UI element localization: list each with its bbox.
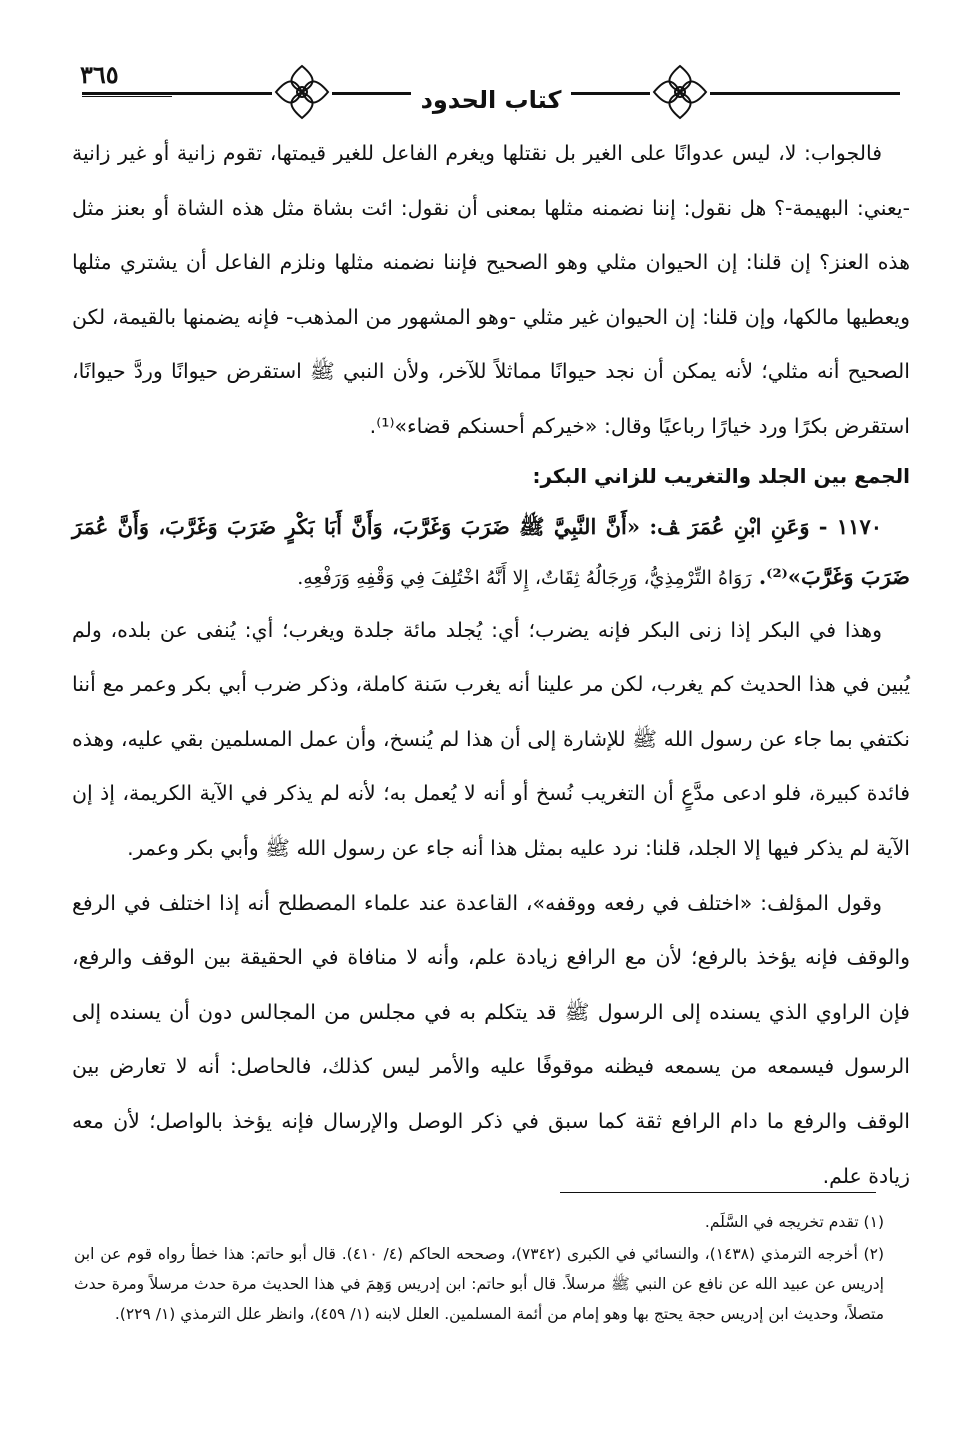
footnote-1: (١) تقدم تخريجه في السَّلَم. <box>704 1213 884 1231</box>
footnote-separator <box>560 1192 876 1193</box>
page-body <box>72 126 910 1203</box>
page-number: ٣٦٥ <box>80 60 119 89</box>
page-header <box>62 58 920 124</box>
section-heading: الجمع بين الجلد والتغريب للزاني البكر: <box>532 463 910 488</box>
paragraph-author-note: وقول المؤلف: «اختلف في رفعه ووقفه»، القاعدة عند علماء المصطلح أنه إذا اختلف في الرفع والوقف فإنه يؤخذ بالرفع؛ لأن مع الرافع زيادة علم، وأنه لا منافاة في الحقيقة بين الوقف والرفع، فإن الراوي الذي يسنده إلى الرسول ﷺ قد يتكلم به في مجلس من المجالس دون أن يسنده إلى الرسول فيسمعه من يسمعه فيظنه موقوفًا عليه والأمر ليس كذلك، فالحاصل: أنه لا تعارض بين الوقف والرفع ما دام الرافع ثقة كما سبق في ذكر الوصل والإرسال فإنه يؤخذ بالواصل؛ لأن معه زيادة علم. <box>72 890 910 1188</box>
paragraph-explanation: وهذا في البكر إذا زنى البكر فإنه يضرب؛ أي: يُجلد مائة جلدة ويغرب؛ أي: يُنفى عن بلده، ولم يُبين في هذا الحديث كم يغرب، لكن مر علينا أنه يغرب سَنة كاملة، وذكر ضرب أبي بكر وعمر مع أننا نكتفي بما جاء عن رسول الله ﷺ للإشارة إلى أن هذا لم يُنسخ، وأن عمل المسلمين بقي عليه، وهذه فائدة كبيرة، فلو ادعى مدَّعٍ أن التغريب نُسخ أو أنه لا يُعمل به؛ لأنه لم يذكر في الآية الكريمة، إذ إن الآية لم يذكر فيها إلا الجلد، قلنا: نرد عليه بمثل هذا أنه جاء عن رسول الله ﷺ وأبي بكر وعمر. <box>72 617 910 860</box>
hadith-text <box>72 502 910 603</box>
chapter-title: كتاب الحدود <box>62 86 920 114</box>
hadith-body: - وَعَنِ ابْنِ عُمَرَ ﭫ: «أَنَّ النَّبِيَّ ﷺ ضَرَبَ وَغَرَّبَ، وَأَنَّ أَبَا بَكْرٍ ضَرَبَ وَغَرَّبَ، وَأَنَّ عُمَرَ ضَرَبَ وَغَرَّبَ»⁽²⁾. <box>72 513 910 589</box>
hadith-number: ١١٧٠ <box>836 513 883 539</box>
ornament-right-icon <box>650 62 710 122</box>
paragraph-answer: فالجواب: لا، ليس عدوانًا على الغير بل نقتلها ويغرم الفاعل للغير قيمتها، تقوم زانية أو غير زانية -يعني: البهيمة-؟ هل نقول: إننا نضمنه مثلها بمعنى أن نقول: ائت بشاة مثل هذه الشاة أو بعنز مثل هذه العنز؟ إن قلنا: إن الحيوان مثلي وهو الصحيح فإننا نضمنه مثلها ونلزم الفاعل أن يشتري مثلها ويعطيها مالكها، وإن قلنا: إن الحيوان غير مثلي -وهو المشهور من المذهب- فإنه يضمنها بالقيمة، لكن الصحيح أنه مثلي؛ لأنه يمكن أن نجد حيوانًا مماثلاً للآخر، ولأن النبي ﷺ استقرض حيوانًا وردَّ حيوانًا، استقرض بكرًا ورد خيارًا رباعيًا وقال: «خيركم أحسنكم قضاء»⁽¹⁾. <box>72 141 910 438</box>
hadith-reference: رَوَاهُ التِّرْمِذِيُّ، وَرِجَالُهُ ثِقَاتٌ، إِلا أَنَّهُ اخْتُلِفَ فِي وَقْفِهِ وَرَفْعِهِ. <box>297 566 752 589</box>
footnotes <box>74 1207 884 1329</box>
footnote-2: (٢) أخرجه الترمذي (١٤٣٨)، والنسائي في الكبرى (٧٣٤٢)، وصححه الحاكم (٤/ ٤١٠). قال أبو حاتم: هذا خطأ رواه قوم عن ابن إدريس عن عبيد الله عن نافع عن النبي ﷺ مرسلاً. قال أبو حاتم: ابن إدريس وَهِمَ في هذا الحديث مرة حدث مرسلاً ومرة حدث متصلاً، وحديث ابن إدريس حجة يحتج بها وهو إمام من أئمة المسلمين. العلل لابنه (١/ ٤٥٩)، وانظر علل الترمذي (١/ ٢٢٩). <box>74 1245 884 1323</box>
